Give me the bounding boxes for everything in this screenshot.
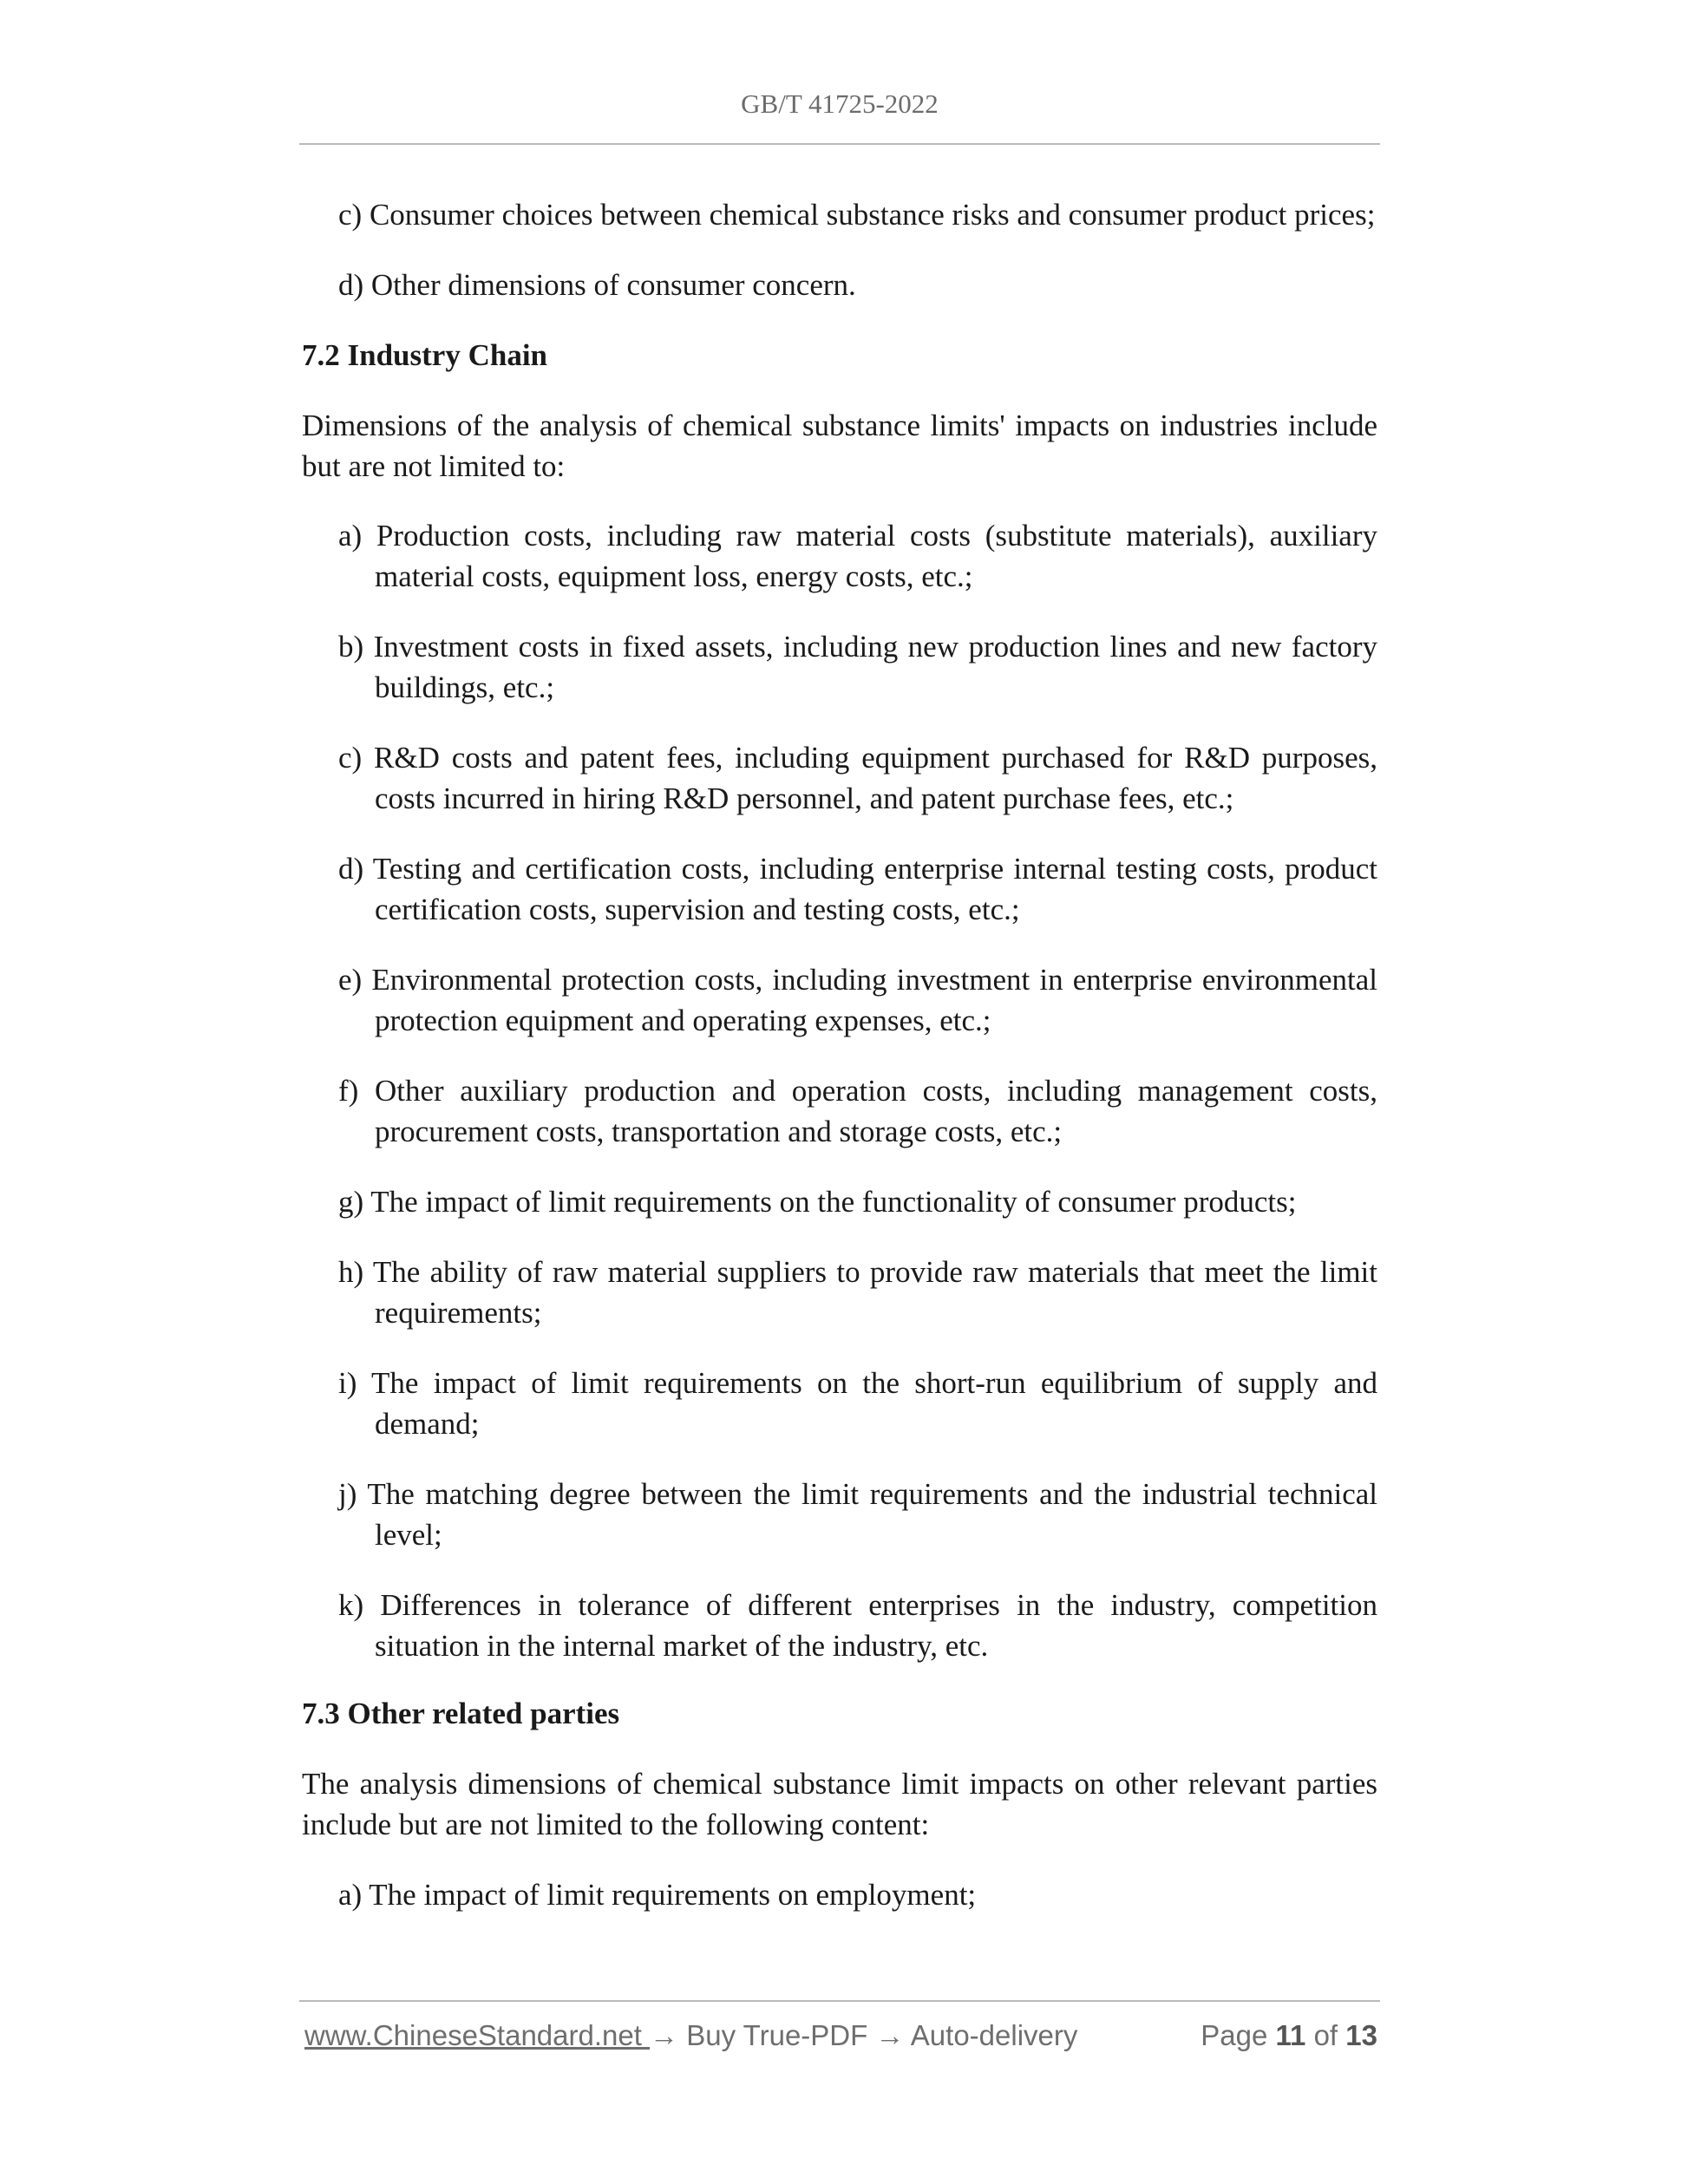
page-header: GB/T 41725-2022 (741, 88, 939, 119)
footer-tagline: → Buy True-PDF → Auto-delivery (650, 2019, 1078, 2051)
list-item: g) The impact of limit requirements on the functionality of consumer products; (338, 1185, 1297, 1219)
list-item: f) Other auxiliary production and operation costs, including management costs, procurement costs, transportation and storage costs, etc.; (338, 1074, 1377, 1148)
list-item: c) R&D costs and patent fees, including equipment purchased for R&D purposes, costs incurred in hiring R&D personnel, and patent purchase fees, etc.; (338, 741, 1377, 815)
page-total: 13 (1345, 2019, 1377, 2051)
list-item: j) The matching degree between the limit requirements and the industrial technical level; (338, 1477, 1377, 1552)
list-item: c) Consumer choices between chemical substance risks and consumer product prices; (338, 198, 1376, 232)
list-item: i) The impact of limit requirements on the short-run equilibrium of supply and demand; (338, 1366, 1377, 1441)
page-label: Page (1201, 2019, 1268, 2051)
list-item: d) Other dimensions of consumer concern. (338, 268, 856, 302)
website-link[interactable]: www.ChineseStandard.net (304, 2019, 651, 2051)
page-current: 11 (1275, 2019, 1306, 2051)
list-item: k) Differences in tolerance of different enterprises in the industry, competition situation in the internal market of the industry, etc. (338, 1588, 1377, 1663)
section-heading-7-2: 7.2 Industry Chain (302, 338, 548, 372)
section-intro-7-2: Dimensions of the analysis of chemical substance limits' impacts on industries include but are not limited to: (302, 409, 1377, 483)
header-divider (299, 143, 1380, 145)
page-of-label: of (1313, 2019, 1338, 2051)
list-item: a) Production costs, including raw material costs (substitute materials), auxiliary material costs, equipment loss, energy costs, etc.; (338, 519, 1377, 593)
section-intro-7-3: The analysis dimensions of chemical substance limit impacts on other relevant parties include but are not limited to the following content: (302, 1767, 1377, 1841)
footer-divider (299, 2000, 1380, 2002)
list-item: e) Environmental protection costs, including investment in enterprise environmental protection equipment and operating expenses, etc.; (338, 963, 1377, 1037)
section-heading-7-3: 7.3 Other related parties (302, 1697, 620, 1730)
list-item: h) The ability of raw material suppliers to provide raw materials that meet the limit requirements; (338, 1255, 1377, 1330)
page-number (1201, 2019, 1377, 2052)
list-item: b) Investment costs in fixed assets, including new production lines and new factory buildings, etc.; (338, 630, 1377, 704)
list-item: d) Testing and certification costs, including enterprise internal testing costs, product certification costs, supervision and testing costs, etc.; (338, 852, 1377, 926)
list-item: a) The impact of limit requirements on employment; (338, 1878, 977, 1912)
page-footer (304, 2019, 1380, 2057)
